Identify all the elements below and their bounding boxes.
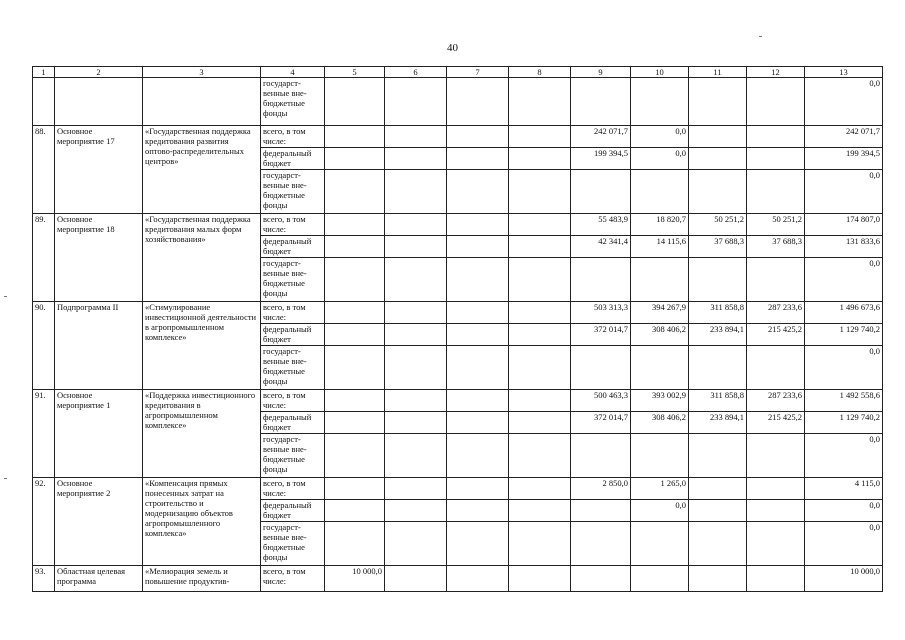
value-cell bbox=[447, 78, 509, 126]
value-cell: 372 014,7 bbox=[571, 412, 631, 434]
column-header: 7 bbox=[447, 67, 509, 78]
description-cell bbox=[143, 78, 261, 126]
column-header: 13 bbox=[805, 67, 883, 78]
source-cell: федеральный бюджет bbox=[261, 324, 325, 346]
source-cell: государст-венные вне-бюджетные фонды bbox=[261, 258, 325, 302]
value-cell bbox=[571, 258, 631, 302]
value-cell: 0,0 bbox=[805, 434, 883, 478]
value-cell bbox=[689, 170, 747, 214]
description-cell: «Компенсация прямых понесенных затрат на строительство и модернизацию объектов агропромышленного комплекса» bbox=[143, 478, 261, 566]
value-cell: 233 894,1 bbox=[689, 412, 747, 434]
value-cell bbox=[509, 478, 571, 500]
scan-mark bbox=[4, 296, 7, 297]
value-cell: 311 858,8 bbox=[689, 390, 747, 412]
value-cell: 1 129 740,2 bbox=[805, 412, 883, 434]
value-cell bbox=[689, 522, 747, 566]
value-cell: 215 425,2 bbox=[747, 324, 805, 346]
source-cell: всего, в том числе: bbox=[261, 478, 325, 500]
value-cell: 0,0 bbox=[805, 500, 883, 522]
value-cell: 131 833,6 bbox=[805, 236, 883, 258]
value-cell bbox=[447, 390, 509, 412]
value-cell: 4 115,0 bbox=[805, 478, 883, 500]
description-cell: «Государственная поддержка кредитования малых форм хозяйствования» bbox=[143, 214, 261, 302]
value-cell bbox=[447, 412, 509, 434]
value-cell: 0,0 bbox=[805, 170, 883, 214]
value-cell bbox=[447, 302, 509, 324]
value-cell bbox=[447, 566, 509, 592]
description-cell: «Стимулирование инвестиционной деятельности в агропромышленном комплексе» bbox=[143, 302, 261, 390]
index-cell bbox=[33, 78, 55, 126]
value-cell bbox=[385, 412, 447, 434]
value-cell bbox=[325, 522, 385, 566]
value-cell bbox=[571, 78, 631, 126]
value-cell: 50 251,2 bbox=[747, 214, 805, 236]
value-cell bbox=[385, 324, 447, 346]
value-cell bbox=[631, 258, 689, 302]
label-cell: Основное мероприятие 2 bbox=[55, 478, 143, 566]
column-header: 6 bbox=[385, 67, 447, 78]
value-cell bbox=[631, 566, 689, 592]
value-cell bbox=[447, 346, 509, 390]
value-cell bbox=[747, 78, 805, 126]
value-cell: 242 071,7 bbox=[805, 126, 883, 148]
source-cell: государст-венные вне-бюджетные фонды bbox=[261, 170, 325, 214]
value-cell: 1 492 558,6 bbox=[805, 390, 883, 412]
column-header: 3 bbox=[143, 67, 261, 78]
value-cell: 18 820,7 bbox=[631, 214, 689, 236]
column-header: 8 bbox=[509, 67, 571, 78]
value-cell bbox=[631, 170, 689, 214]
value-cell: 14 115,6 bbox=[631, 236, 689, 258]
table-row bbox=[33, 566, 883, 592]
value-cell bbox=[509, 126, 571, 148]
label-cell: Подпрограмма II bbox=[55, 302, 143, 390]
value-cell bbox=[509, 412, 571, 434]
source-cell: государст-венные вне-бюджетные фонды bbox=[261, 434, 325, 478]
value-cell: 0,0 bbox=[631, 500, 689, 522]
value-cell bbox=[447, 522, 509, 566]
value-cell bbox=[747, 522, 805, 566]
value-cell bbox=[325, 258, 385, 302]
value-cell bbox=[385, 214, 447, 236]
table-row bbox=[33, 126, 883, 148]
value-cell: 42 341,4 bbox=[571, 236, 631, 258]
value-cell bbox=[385, 522, 447, 566]
value-cell bbox=[747, 478, 805, 500]
value-cell bbox=[447, 500, 509, 522]
value-cell bbox=[689, 434, 747, 478]
value-cell bbox=[325, 148, 385, 170]
value-cell: 287 233,6 bbox=[747, 302, 805, 324]
value-cell: 0,0 bbox=[631, 126, 689, 148]
value-cell bbox=[509, 148, 571, 170]
description-cell: «Поддержка инвестиционного кредитования в агропромышленном комплексе» bbox=[143, 390, 261, 478]
value-cell bbox=[747, 170, 805, 214]
value-cell bbox=[689, 500, 747, 522]
index-cell: 88. bbox=[33, 126, 55, 214]
label-cell: Основное мероприятие 1 bbox=[55, 390, 143, 478]
value-cell bbox=[447, 258, 509, 302]
value-cell bbox=[325, 170, 385, 214]
value-cell: 0,0 bbox=[631, 148, 689, 170]
value-cell: 0,0 bbox=[805, 78, 883, 126]
value-cell: 10 000,0 bbox=[325, 566, 385, 592]
value-cell bbox=[385, 346, 447, 390]
column-header: 5 bbox=[325, 67, 385, 78]
value-cell bbox=[747, 500, 805, 522]
source-cell: всего, в том числе: bbox=[261, 126, 325, 148]
value-cell: 2 850,0 bbox=[571, 478, 631, 500]
value-cell bbox=[509, 390, 571, 412]
value-cell bbox=[325, 412, 385, 434]
value-cell bbox=[689, 78, 747, 126]
label-cell: Основное мероприятие 18 bbox=[55, 214, 143, 302]
page-number: 40 bbox=[447, 42, 458, 54]
value-cell bbox=[747, 126, 805, 148]
value-cell bbox=[447, 214, 509, 236]
value-cell bbox=[689, 258, 747, 302]
value-cell bbox=[447, 236, 509, 258]
index-cell: 92. bbox=[33, 478, 55, 566]
value-cell bbox=[631, 522, 689, 566]
value-cell: 287 233,6 bbox=[747, 390, 805, 412]
column-header: 12 bbox=[747, 67, 805, 78]
value-cell bbox=[509, 500, 571, 522]
value-cell bbox=[325, 478, 385, 500]
value-cell bbox=[385, 390, 447, 412]
value-cell: 394 267,9 bbox=[631, 302, 689, 324]
table-row bbox=[33, 302, 883, 324]
value-cell bbox=[325, 78, 385, 126]
value-cell bbox=[325, 346, 385, 390]
source-cell: государст-венные вне-бюджетные фонды bbox=[261, 346, 325, 390]
description-cell: «Мелиорация земель и повышение продуктив- bbox=[143, 566, 261, 592]
value-cell bbox=[631, 346, 689, 390]
value-cell bbox=[509, 566, 571, 592]
value-cell bbox=[689, 148, 747, 170]
value-cell bbox=[509, 324, 571, 346]
column-header: 1 bbox=[33, 67, 55, 78]
value-cell bbox=[325, 500, 385, 522]
value-cell bbox=[689, 126, 747, 148]
value-cell: 0,0 bbox=[805, 258, 883, 302]
value-cell: 0,0 bbox=[805, 522, 883, 566]
value-cell bbox=[571, 566, 631, 592]
value-cell bbox=[689, 346, 747, 390]
value-cell: 37 688,3 bbox=[747, 236, 805, 258]
index-cell: 90. bbox=[33, 302, 55, 390]
source-cell: всего, в том числе: bbox=[261, 302, 325, 324]
value-cell bbox=[747, 346, 805, 390]
column-header: 11 bbox=[689, 67, 747, 78]
source-cell: федеральный бюджет bbox=[261, 148, 325, 170]
value-cell bbox=[631, 434, 689, 478]
value-cell bbox=[571, 346, 631, 390]
label-cell: Областная целевая программа bbox=[55, 566, 143, 592]
index-cell: 91. bbox=[33, 390, 55, 478]
value-cell: 10 000,0 bbox=[805, 566, 883, 592]
label-cell: Основное мероприятие 17 bbox=[55, 126, 143, 214]
value-cell bbox=[747, 258, 805, 302]
value-cell: 37 688,3 bbox=[689, 236, 747, 258]
source-cell: федеральный бюджет bbox=[261, 236, 325, 258]
value-cell bbox=[509, 302, 571, 324]
index-cell: 93. bbox=[33, 566, 55, 592]
value-cell bbox=[571, 522, 631, 566]
value-cell bbox=[385, 236, 447, 258]
scan-mark bbox=[4, 478, 7, 479]
value-cell bbox=[385, 148, 447, 170]
value-cell bbox=[325, 214, 385, 236]
value-cell bbox=[509, 214, 571, 236]
value-cell bbox=[631, 78, 689, 126]
value-cell bbox=[325, 390, 385, 412]
value-cell bbox=[509, 258, 571, 302]
source-cell: всего, в том числе: bbox=[261, 390, 325, 412]
value-cell bbox=[689, 566, 747, 592]
value-cell: 311 858,8 bbox=[689, 302, 747, 324]
table-row bbox=[33, 478, 883, 500]
value-cell: 199 394,5 bbox=[805, 148, 883, 170]
value-cell: 242 071,7 bbox=[571, 126, 631, 148]
budget-table bbox=[32, 66, 883, 592]
value-cell bbox=[447, 126, 509, 148]
value-cell: 372 014,7 bbox=[571, 324, 631, 346]
value-cell bbox=[509, 170, 571, 214]
value-cell: 199 394,5 bbox=[571, 148, 631, 170]
value-cell bbox=[747, 148, 805, 170]
value-cell bbox=[509, 78, 571, 126]
value-cell: 233 894,1 bbox=[689, 324, 747, 346]
column-header: 4 bbox=[261, 67, 325, 78]
value-cell bbox=[447, 434, 509, 478]
column-header: 9 bbox=[571, 67, 631, 78]
value-cell bbox=[447, 170, 509, 214]
value-cell bbox=[447, 324, 509, 346]
value-cell bbox=[571, 500, 631, 522]
value-cell: 215 425,2 bbox=[747, 412, 805, 434]
source-cell: федеральный бюджет bbox=[261, 500, 325, 522]
value-cell: 1 265,0 bbox=[631, 478, 689, 500]
column-header: 2 bbox=[55, 67, 143, 78]
table-row bbox=[33, 390, 883, 412]
description-cell: «Государственная поддержка кредитования развития оптово-распределительных центров» bbox=[143, 126, 261, 214]
index-cell: 89. bbox=[33, 214, 55, 302]
value-cell: 500 463,3 bbox=[571, 390, 631, 412]
value-cell: 393 002,9 bbox=[631, 390, 689, 412]
source-cell: федеральный бюджет bbox=[261, 412, 325, 434]
value-cell: 1 129 740,2 bbox=[805, 324, 883, 346]
value-cell: 308 406,2 bbox=[631, 412, 689, 434]
value-cell bbox=[747, 434, 805, 478]
value-cell bbox=[385, 258, 447, 302]
value-cell bbox=[385, 302, 447, 324]
value-cell bbox=[509, 522, 571, 566]
value-cell: 174 807,0 bbox=[805, 214, 883, 236]
table-body bbox=[33, 78, 883, 592]
column-header: 10 bbox=[631, 67, 689, 78]
value-cell bbox=[385, 478, 447, 500]
value-cell bbox=[747, 566, 805, 592]
value-cell bbox=[325, 434, 385, 478]
value-cell: 503 313,3 bbox=[571, 302, 631, 324]
value-cell bbox=[571, 170, 631, 214]
source-cell: всего, в том числе: bbox=[261, 214, 325, 236]
source-cell: государст-венные вне-бюджетные фонды bbox=[261, 78, 325, 126]
value-cell bbox=[385, 434, 447, 478]
table-row bbox=[33, 214, 883, 236]
value-cell bbox=[385, 500, 447, 522]
value-cell: 1 496 673,6 bbox=[805, 302, 883, 324]
value-cell bbox=[447, 148, 509, 170]
value-cell bbox=[447, 478, 509, 500]
column-header-row bbox=[33, 67, 883, 78]
value-cell bbox=[325, 236, 385, 258]
value-cell bbox=[509, 346, 571, 390]
value-cell bbox=[385, 566, 447, 592]
value-cell bbox=[325, 302, 385, 324]
value-cell: 50 251,2 bbox=[689, 214, 747, 236]
value-cell: 55 483,9 bbox=[571, 214, 631, 236]
source-cell: всего, в том числе: bbox=[261, 566, 325, 592]
value-cell: 308 406,2 bbox=[631, 324, 689, 346]
value-cell bbox=[385, 126, 447, 148]
value-cell bbox=[571, 434, 631, 478]
value-cell: 0,0 bbox=[805, 346, 883, 390]
scan-mark bbox=[759, 36, 762, 37]
value-cell bbox=[689, 478, 747, 500]
value-cell bbox=[325, 324, 385, 346]
value-cell bbox=[325, 126, 385, 148]
value-cell bbox=[509, 434, 571, 478]
value-cell bbox=[385, 78, 447, 126]
continuation-row bbox=[33, 78, 883, 126]
value-cell bbox=[509, 236, 571, 258]
label-cell bbox=[55, 78, 143, 126]
source-cell: государст-венные вне-бюджетные фонды bbox=[261, 522, 325, 566]
value-cell bbox=[385, 170, 447, 214]
